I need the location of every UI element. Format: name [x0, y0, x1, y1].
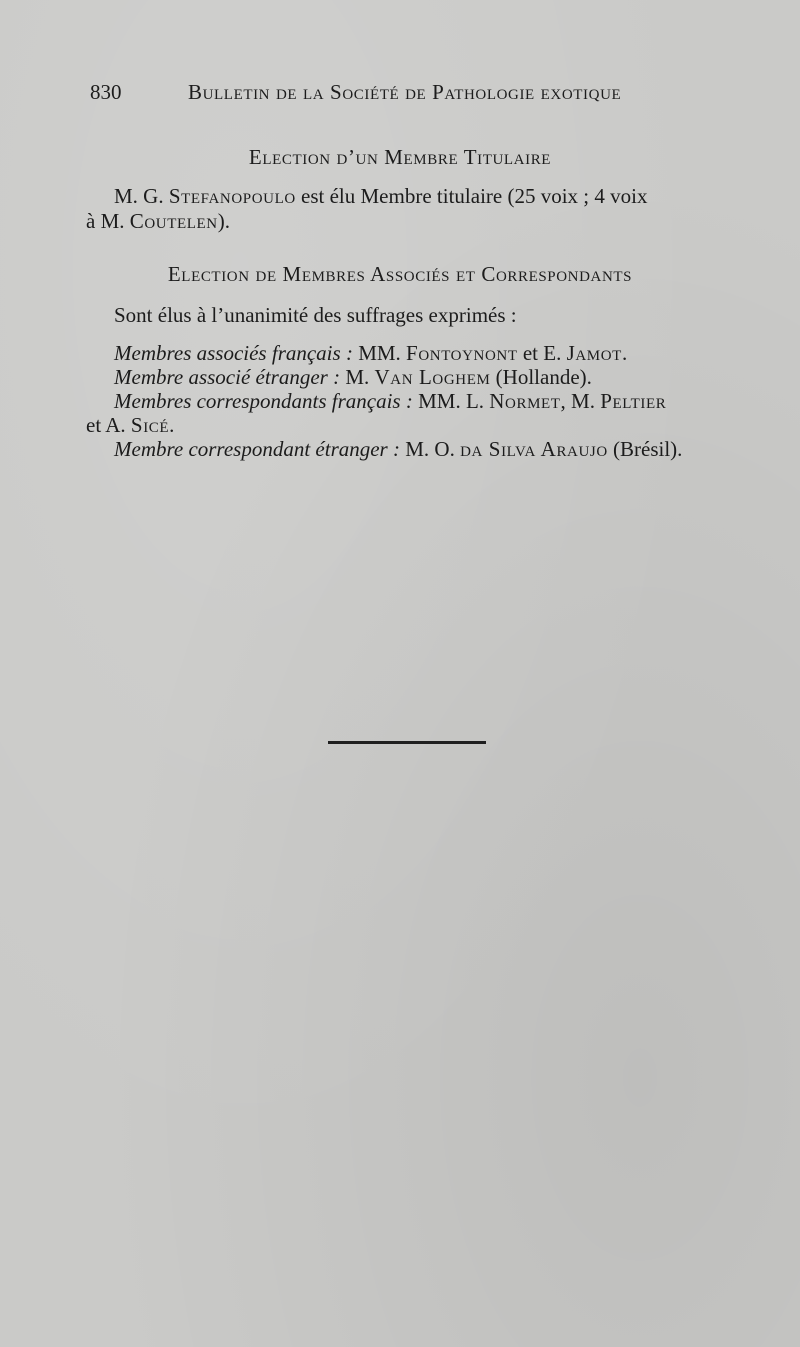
text: à M.: [86, 209, 130, 233]
correspondants-francais-line-2: [86, 413, 174, 438]
running-header: [90, 80, 750, 110]
member-name: Normet: [489, 389, 561, 413]
section-heading-associes: Election de Membres Associés et Correspondants: [167, 262, 633, 286]
member-name: da Silva Araujo: [460, 437, 608, 461]
entry-label: Membre correspondant étranger :: [114, 437, 400, 461]
member-name: Fontoynont: [406, 341, 518, 365]
correspondant-etranger-line: [114, 437, 682, 462]
text: ).: [217, 209, 230, 233]
text: est élu Membre titulaire (25 voix ; 4 voix: [295, 184, 648, 208]
text: et A.: [86, 413, 131, 437]
correspondants-francais-line-1: [114, 389, 666, 414]
end-rule: [328, 741, 486, 744]
text: M. G.: [114, 184, 169, 208]
text: .: [621, 341, 628, 365]
journal-title: Bulletin de la Société de Pathologie exotique: [188, 80, 622, 104]
member-name: Jamot: [566, 341, 622, 365]
text: , M.: [560, 389, 601, 413]
titulaire-line-1: [114, 184, 647, 209]
member-name: Coutelen: [129, 209, 218, 233]
entry-label: Membre associé étranger :: [114, 365, 341, 389]
associe-etranger-line: [114, 365, 592, 390]
page-number: 830: [90, 80, 122, 104]
entry-label: Membres correspondants français :: [114, 389, 413, 413]
text: M. O.: [399, 437, 461, 461]
associes-francais-line: [114, 341, 627, 366]
text: M.: [340, 365, 375, 389]
intro-line: Sont élus à l’unanimité des suffrages exprimés :: [114, 303, 517, 327]
titulaire-line-2: [86, 209, 230, 234]
text: (Hollande).: [490, 365, 592, 389]
text: (Brésil).: [607, 437, 683, 461]
text: MM. L.: [412, 389, 490, 413]
member-name: Peltier: [600, 389, 667, 413]
text: MM.: [352, 341, 407, 365]
text: .: [169, 413, 175, 437]
section-heading-titulaire: Election d’un Membre Titulaire: [248, 145, 552, 169]
text: et E.: [517, 341, 567, 365]
member-name: Stefanopoulo: [168, 184, 296, 208]
member-name: Sicé: [130, 413, 170, 437]
member-name: Van Loghem: [374, 365, 491, 389]
entry-label: Membres associés français :: [114, 341, 353, 365]
